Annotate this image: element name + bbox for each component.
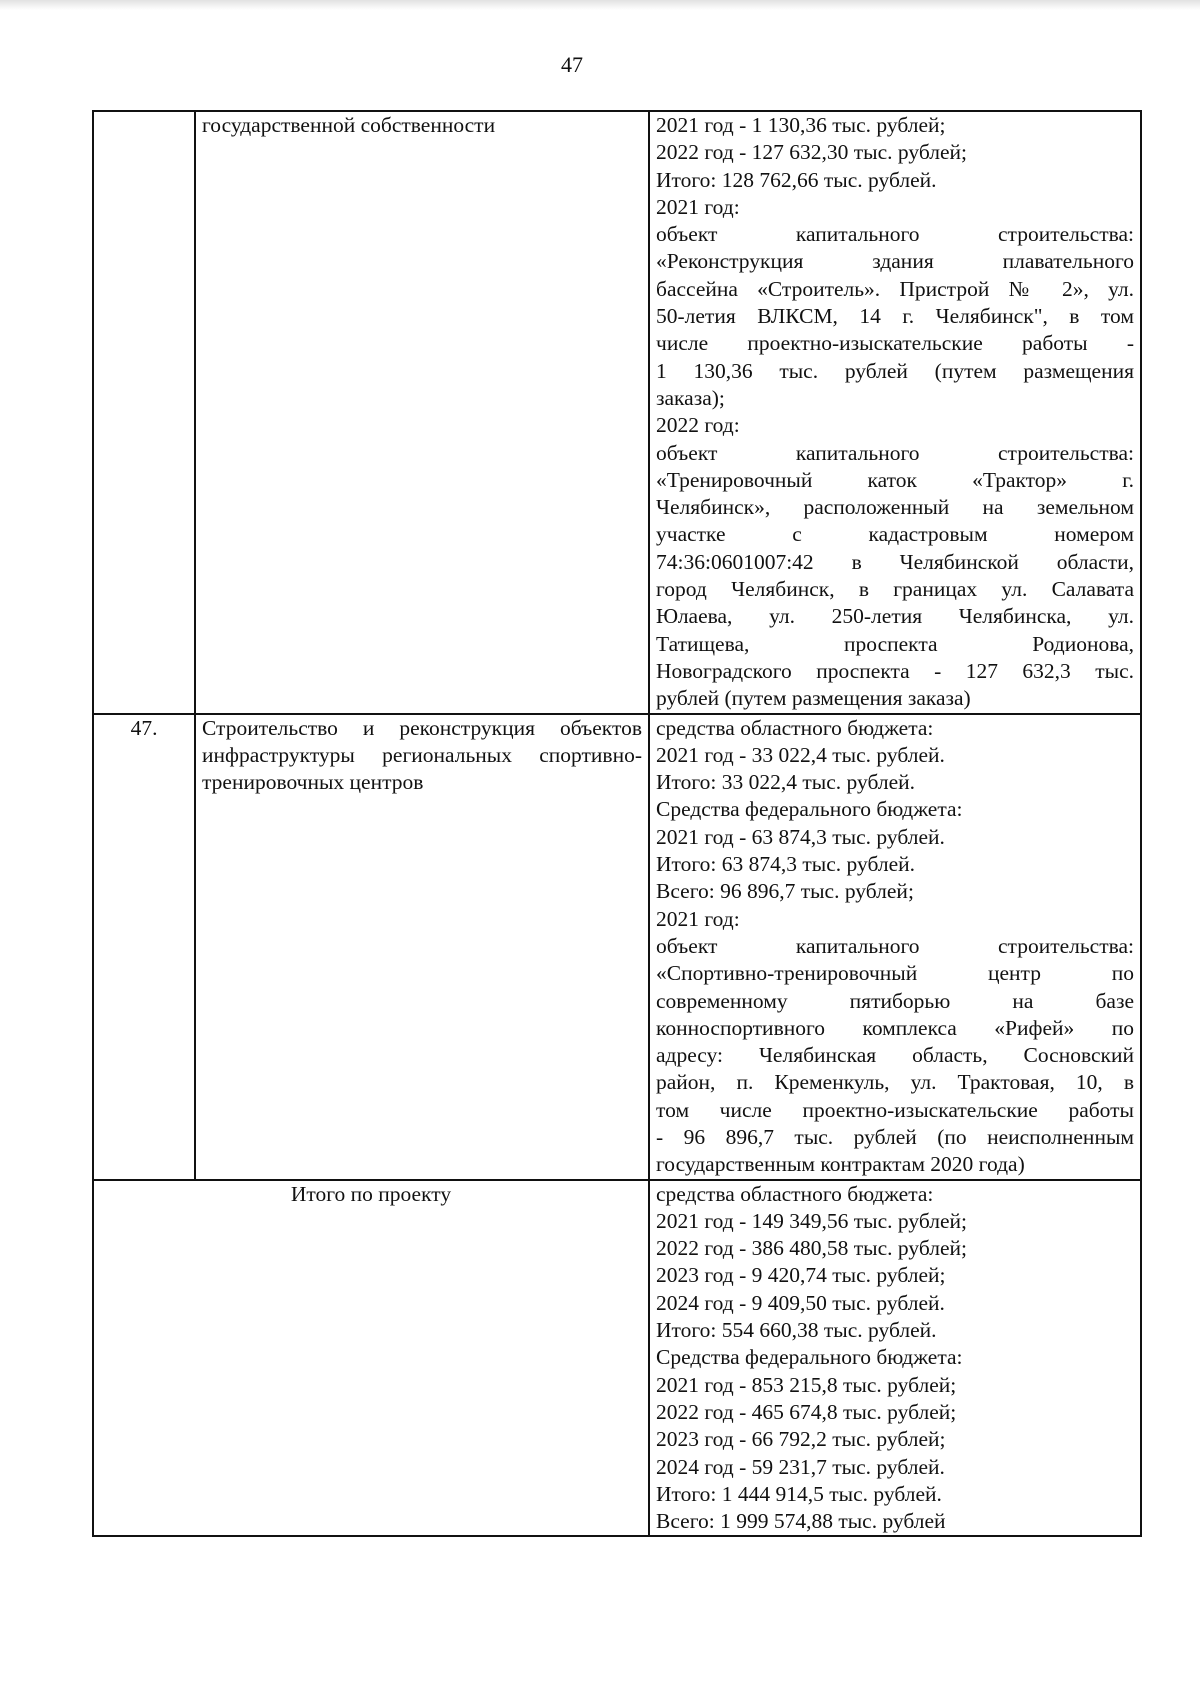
funding-line: 50-летия ВЛКСМ, 14 г. Челябинск", в том — [656, 304, 1134, 329]
funding-line: участке с кадастровым номером — [656, 522, 1134, 547]
funding-line: объект капитального строительства: — [656, 222, 1134, 247]
funding-line: 2022 год: — [656, 413, 740, 438]
funding-line: «Тренировочный каток «Трактор» г. — [656, 467, 1134, 492]
funding-line: 2022 год - 386 480,58 тыс. рублей; — [656, 1236, 967, 1261]
funding-line: Всего: 96 896,7 тыс. рублей; — [656, 879, 914, 904]
funding-line: 1 130,36 тыс. рублей (путем размещения — [656, 358, 1134, 383]
funding-line: район, п. Кременкуль, ул. Трактовая, 10, в — [656, 1070, 1134, 1095]
funding-line: 2021 год - 149 349,56 тыс. рублей; — [656, 1208, 967, 1233]
row-funding — [649, 1180, 1141, 1537]
row-funding — [649, 111, 1141, 714]
funding-line: объект капитального строительства: — [656, 440, 1134, 465]
funding-line: город Челябинск, в границах ул. Салавата — [656, 577, 1134, 602]
funding-line: 2022 год - 465 674,8 тыс. рублей; — [656, 1399, 957, 1424]
table-row — [93, 714, 1141, 1180]
row-number — [93, 111, 195, 714]
funding-line: 2021 год - 33 022,4 тыс. рублей. — [656, 742, 945, 767]
funding-line: Челябинск», расположенный на земельном — [656, 495, 1134, 520]
funding-line: Татищева, проспекта Родионова, — [656, 631, 1134, 656]
funding-line: средства областного бюджета: — [656, 1181, 934, 1206]
funding-line: Юлаева, ул. 250-летия Челябинска, ул. — [656, 604, 1134, 629]
funding-line: Средства федерального бюджета: — [656, 797, 963, 822]
funding-line: 2021 год - 853 215,8 тыс. рублей; — [656, 1372, 957, 1397]
funding-line: числе проектно-изыскательские работы - — [656, 331, 1134, 356]
funding-line: Итого: 128 762,66 тыс. рублей. — [656, 167, 937, 192]
funding-line: Средства федерального бюджета: — [656, 1345, 963, 1370]
funding-line: Итого: 554 660,38 тыс. рублей. — [656, 1318, 937, 1343]
scan-edge — [0, 0, 1200, 10]
funding-line: адресу: Челябинская область, Сосновский — [656, 1043, 1134, 1068]
funding-line: том числе проектно-изыскательские работы — [656, 1097, 1134, 1122]
row-funding — [649, 714, 1141, 1180]
row-name: государственной собственности — [195, 111, 649, 714]
funding-line: 2024 год - 59 231,7 тыс. рублей. — [656, 1454, 945, 1479]
funding-line: бассейна «Строитель». Пристрой № 2», ул. — [656, 276, 1134, 301]
funding-table — [92, 110, 1142, 1537]
funding-line: «Реконструкция здания плавательного — [656, 249, 1134, 274]
row-number: 47. — [93, 714, 195, 1180]
funding-line: заказа); — [656, 385, 725, 410]
page-number: 47 — [561, 52, 583, 77]
funding-line: конноспортивного комплекса «Рифей» по — [656, 1015, 1134, 1040]
funding-line: средства областного бюджета: — [656, 715, 934, 740]
funding-line: 2021 год: — [656, 906, 740, 931]
total-label: Итого по проекту — [93, 1180, 649, 1537]
funding-line: 74:36:0601007:42 в Челябинской области, — [656, 549, 1134, 574]
funding-line: Итого: 33 022,4 тыс. рублей. — [656, 770, 916, 795]
funding-line: Итого: 63 874,3 тыс. рублей. — [656, 852, 916, 877]
funding-line: государственным контрактам 2020 года) — [656, 1152, 1025, 1177]
funding-line: рублей (путем размещения заказа) — [656, 686, 971, 711]
funding-line: 2022 год - 127 632,30 тыс. рублей; — [656, 140, 967, 165]
funding-line: 2021 год - 63 874,3 тыс. рублей. — [656, 824, 945, 849]
table-row — [93, 111, 1141, 714]
funding-line: 2024 год - 9 409,50 тыс. рублей. — [656, 1290, 945, 1315]
funding-line: объект капитального строительства: — [656, 933, 1134, 958]
funding-line: Новоградского проспекта - 127 632,3 тыс. — [656, 658, 1134, 683]
funding-line: Итого: 1 444 914,5 тыс. рублей. — [656, 1481, 942, 1506]
table-row — [93, 1180, 1141, 1537]
funding-line: 2021 год: — [656, 194, 740, 219]
row-name: Строительство и реконструкция объектов инфраструктуры региональных спортивно-тренировочных центров — [195, 714, 649, 1180]
funding-line: 2023 год - 9 420,74 тыс. рублей; — [656, 1263, 946, 1288]
funding-line: Всего: 1 999 574,88 тыс. рублей — [656, 1509, 946, 1534]
funding-line: 2021 год - 1 130,36 тыс. рублей; — [656, 113, 946, 137]
funding-line: современному пятиборью на базе — [656, 988, 1134, 1013]
funding-line: «Спортивно-тренировочный центр по — [656, 961, 1134, 986]
funding-line: - 96 896,7 тыс. рублей (по неисполненным — [656, 1124, 1134, 1149]
funding-line: 2023 год - 66 792,2 тыс. рублей; — [656, 1427, 946, 1452]
